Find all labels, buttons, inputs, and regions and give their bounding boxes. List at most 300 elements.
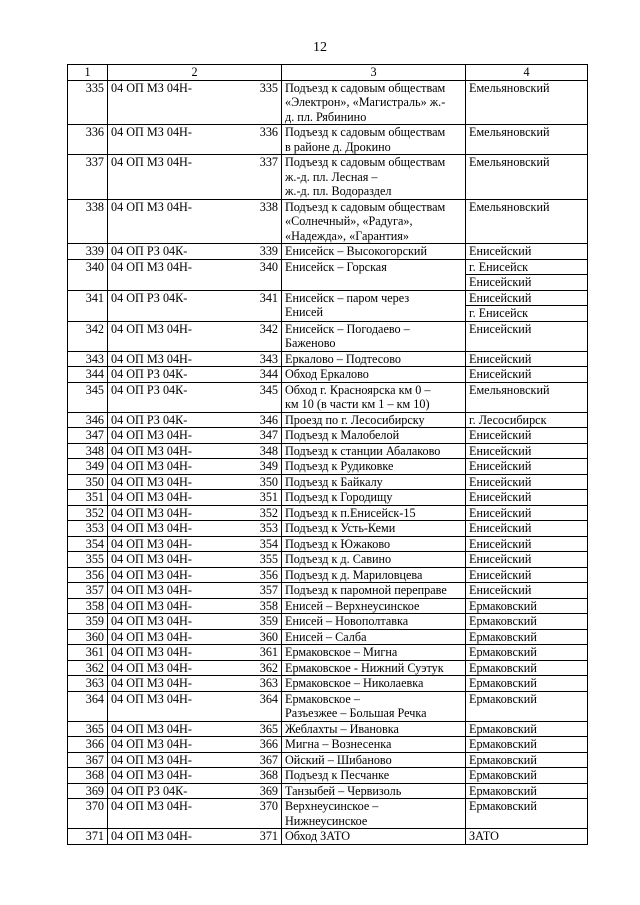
road-name bbox=[282, 155, 466, 200]
road-seq: 370 bbox=[242, 799, 282, 829]
road-code: 04 ОП МЗ 04Н- bbox=[108, 259, 242, 290]
road-seq: 343 bbox=[242, 351, 282, 367]
road-name-line: Подъезд к д. Савино bbox=[285, 552, 392, 566]
road-code: 04 ОП МЗ 04Н- bbox=[108, 629, 242, 645]
header-col-4: 4 bbox=[466, 65, 588, 81]
district-name: Енисейский bbox=[469, 552, 532, 566]
road-code: 04 ОП МЗ 04Н- bbox=[108, 199, 242, 244]
road-name-line: Подъезд к Городищу bbox=[285, 490, 393, 504]
district bbox=[466, 155, 588, 200]
road-name bbox=[282, 583, 466, 599]
table-row bbox=[68, 737, 588, 753]
district-name: Енисейский bbox=[466, 274, 587, 290]
district bbox=[466, 829, 588, 845]
district bbox=[466, 259, 588, 290]
district bbox=[466, 367, 588, 383]
road-seq: 369 bbox=[242, 783, 282, 799]
road-seq: 371 bbox=[242, 829, 282, 845]
road-name-line: Подъезд к паромной переправе bbox=[285, 583, 447, 597]
road-code: 04 ОП МЗ 04Н- bbox=[108, 660, 242, 676]
table-row bbox=[68, 752, 588, 768]
road-seq: 341 bbox=[242, 290, 282, 321]
district-name: Енисейский bbox=[469, 290, 532, 305]
road-name-line: в районе д. Дрокино bbox=[285, 139, 391, 154]
district-name: Ермаковский bbox=[469, 645, 537, 659]
road-name-line: Разъезжее – Большая Речка bbox=[285, 706, 427, 720]
district-name: Енисейский bbox=[469, 321, 532, 336]
road-name-line: Енисей – Салба bbox=[285, 629, 367, 644]
district bbox=[466, 428, 588, 444]
road-name-line: Подъезд к д. Мариловцева bbox=[285, 567, 423, 582]
road-name-line: Подъезд к Рудиковке bbox=[285, 459, 394, 473]
district-name: Енисейский bbox=[469, 428, 532, 442]
table-row bbox=[68, 721, 588, 737]
road-name bbox=[282, 244, 466, 260]
row-number: 347 bbox=[68, 428, 108, 444]
road-name bbox=[282, 752, 466, 768]
road-seq: 342 bbox=[242, 321, 282, 351]
road-seq: 366 bbox=[242, 737, 282, 753]
district bbox=[466, 629, 588, 645]
row-number: 355 bbox=[68, 552, 108, 568]
row-number: 351 bbox=[68, 490, 108, 506]
road-name bbox=[282, 490, 466, 506]
road-name bbox=[282, 660, 466, 676]
road-seq: 358 bbox=[242, 598, 282, 614]
road-name bbox=[282, 676, 466, 692]
road-name bbox=[282, 474, 466, 490]
row-number: 369 bbox=[68, 783, 108, 799]
road-name-line: Нижнеусинское bbox=[285, 813, 368, 828]
row-number: 357 bbox=[68, 583, 108, 599]
table-row bbox=[68, 829, 588, 845]
road-name bbox=[282, 614, 466, 630]
road-name-line: Подъезд к садовым обществам bbox=[285, 199, 446, 214]
table-row bbox=[68, 459, 588, 475]
district bbox=[466, 474, 588, 490]
row-number: 344 bbox=[68, 367, 108, 383]
road-name bbox=[282, 290, 466, 321]
road-code: 04 ОП МЗ 04Н- bbox=[108, 505, 242, 521]
district bbox=[466, 737, 588, 753]
row-number: 336 bbox=[68, 125, 108, 155]
district-name: Енисейский bbox=[469, 583, 532, 597]
table-row bbox=[68, 552, 588, 568]
table-row bbox=[68, 691, 588, 721]
district-name: ЗАТО bbox=[469, 829, 499, 843]
row-number: 350 bbox=[68, 474, 108, 490]
road-code: 04 ОП МЗ 04Н- bbox=[108, 676, 242, 692]
district bbox=[466, 199, 588, 244]
road-name bbox=[282, 428, 466, 444]
road-code: 04 ОП МЗ 04Н- bbox=[108, 614, 242, 630]
row-number: 364 bbox=[68, 691, 108, 721]
road-name-line: Мигна – Вознесенка bbox=[285, 737, 392, 751]
row-number: 348 bbox=[68, 443, 108, 459]
road-name bbox=[282, 645, 466, 661]
road-code: 04 ОП МЗ 04Н- bbox=[108, 428, 242, 444]
row-number: 371 bbox=[68, 829, 108, 845]
district-name: Ермаковский bbox=[469, 660, 537, 675]
road-seq: 335 bbox=[242, 80, 282, 125]
district-name: Ермаковский bbox=[469, 768, 537, 782]
row-number: 349 bbox=[68, 459, 108, 475]
road-code: 04 ОП РЗ 04К- bbox=[108, 783, 242, 799]
table-row bbox=[68, 428, 588, 444]
road-code: 04 ОП МЗ 04Н- bbox=[108, 80, 242, 125]
road-name-line: Енисейск – Высокогорский bbox=[285, 244, 427, 258]
road-name bbox=[282, 567, 466, 583]
table-row bbox=[68, 367, 588, 383]
road-code: 04 ОП РЗ 04К- bbox=[108, 290, 242, 321]
road-seq: 352 bbox=[242, 505, 282, 521]
district-name: Ермаковский bbox=[469, 614, 537, 628]
district bbox=[466, 645, 588, 661]
row-number: 346 bbox=[68, 412, 108, 428]
district-name: г. Енисейск bbox=[466, 305, 587, 321]
district bbox=[466, 443, 588, 459]
road-seq: 360 bbox=[242, 629, 282, 645]
road-seq: 336 bbox=[242, 125, 282, 155]
road-code: 04 ОП МЗ 04Н- bbox=[108, 351, 242, 367]
table-row bbox=[68, 125, 588, 155]
row-number: 359 bbox=[68, 614, 108, 630]
road-name-line: «Электрон», «Магистраль» ж.- bbox=[285, 95, 446, 109]
district bbox=[466, 80, 588, 125]
road-name-line: Енисей bbox=[285, 305, 323, 319]
district bbox=[466, 676, 588, 692]
road-name-line: Подъезд к садовым обществам bbox=[285, 80, 446, 95]
district-name: г. Лесосибирск bbox=[469, 412, 547, 427]
road-name-line: Танзыбей – Червизоль bbox=[285, 783, 402, 798]
road-seq: 368 bbox=[242, 768, 282, 784]
road-seq: 365 bbox=[242, 721, 282, 737]
header-col-3: 3 bbox=[282, 65, 466, 81]
district bbox=[466, 490, 588, 506]
road-code: 04 ОП МЗ 04Н- bbox=[108, 490, 242, 506]
row-number: 358 bbox=[68, 598, 108, 614]
table-row bbox=[68, 412, 588, 428]
district-name: Енисейский bbox=[469, 505, 532, 520]
district bbox=[466, 321, 588, 351]
road-name bbox=[282, 125, 466, 155]
district bbox=[466, 614, 588, 630]
road-seq: 351 bbox=[242, 490, 282, 506]
road-seq: 357 bbox=[242, 583, 282, 599]
road-name bbox=[282, 552, 466, 568]
header-col-1: 1 bbox=[68, 65, 108, 81]
road-name-line: Подъезд к садовым обществам bbox=[285, 125, 446, 139]
road-name bbox=[282, 459, 466, 475]
district bbox=[466, 521, 588, 537]
road-name bbox=[282, 382, 466, 412]
district-name: Енисейский bbox=[469, 459, 532, 473]
district-name: г. Енисейск bbox=[469, 259, 529, 274]
district-name: Емельяновский bbox=[469, 199, 550, 214]
road-code: 04 ОП МЗ 04Н- bbox=[108, 598, 242, 614]
table-row bbox=[68, 783, 588, 799]
district bbox=[466, 660, 588, 676]
road-name-line: Подъезд к Усть-Кеми bbox=[285, 521, 396, 535]
road-name-line: Ойский – Шибаново bbox=[285, 752, 392, 767]
table-row bbox=[68, 351, 588, 367]
table-row bbox=[68, 645, 588, 661]
district bbox=[466, 768, 588, 784]
row-number: 362 bbox=[68, 660, 108, 676]
road-code: 04 ОП МЗ 04Н- bbox=[108, 443, 242, 459]
road-name bbox=[282, 768, 466, 784]
district bbox=[466, 244, 588, 260]
district-name: Енисейский bbox=[469, 536, 532, 551]
road-seq: 355 bbox=[242, 552, 282, 568]
table-row bbox=[68, 536, 588, 552]
district-name: Енисейский bbox=[469, 351, 532, 366]
district-name: Емельяновский bbox=[469, 155, 550, 169]
table-row bbox=[68, 598, 588, 614]
table-row bbox=[68, 799, 588, 829]
table-row bbox=[68, 676, 588, 692]
road-seq: 340 bbox=[242, 259, 282, 290]
road-seq: 354 bbox=[242, 536, 282, 552]
road-name-line: Подъезд к Южаково bbox=[285, 536, 391, 551]
district bbox=[466, 290, 588, 321]
roads-table bbox=[67, 64, 588, 845]
road-name-line: Енисей – Верхнеусинское bbox=[285, 598, 420, 613]
district-name: Енисейский bbox=[469, 521, 532, 535]
road-code: 04 ОП МЗ 04Н- bbox=[108, 459, 242, 475]
district-name: Енисейский bbox=[469, 474, 532, 489]
district-name: Емельяновский bbox=[469, 125, 550, 139]
road-name-line: Обход Еркалово bbox=[285, 367, 369, 381]
table-row bbox=[68, 244, 588, 260]
row-number: 361 bbox=[68, 645, 108, 661]
road-code: 04 ОП РЗ 04К- bbox=[108, 412, 242, 428]
row-number: 365 bbox=[68, 721, 108, 737]
road-name bbox=[282, 737, 466, 753]
road-name bbox=[282, 799, 466, 829]
road-seq: 346 bbox=[242, 412, 282, 428]
row-number: 366 bbox=[68, 737, 108, 753]
road-name-line: Обход г. Красноярска км 0 – bbox=[285, 382, 431, 397]
road-name-line: «Надежда», «Гарантия» bbox=[285, 228, 409, 243]
district bbox=[466, 536, 588, 552]
road-seq: 359 bbox=[242, 614, 282, 630]
district-name: Ермаковский bbox=[469, 691, 537, 706]
road-name bbox=[282, 443, 466, 459]
road-name bbox=[282, 505, 466, 521]
road-name-line: Енисей – Новополтавка bbox=[285, 614, 409, 628]
road-name bbox=[282, 629, 466, 645]
road-code: 04 ОП МЗ 04Н- bbox=[108, 567, 242, 583]
road-name-line: Подъезд к п.Енисейск-15 bbox=[285, 505, 416, 520]
district bbox=[466, 583, 588, 599]
road-name-line: Жеблахты – Ивановка bbox=[285, 721, 399, 736]
district-name: Ермаковский bbox=[469, 799, 537, 813]
road-code: 04 ОП МЗ 04Н- bbox=[108, 125, 242, 155]
row-number: 341 bbox=[68, 290, 108, 321]
road-code: 04 ОП МЗ 04Н- bbox=[108, 752, 242, 768]
row-number: 342 bbox=[68, 321, 108, 351]
road-code: 04 ОП МЗ 04Н- bbox=[108, 799, 242, 829]
row-number: 343 bbox=[68, 351, 108, 367]
district-name: Ермаковский bbox=[469, 783, 537, 798]
district bbox=[466, 752, 588, 768]
district bbox=[466, 351, 588, 367]
road-seq: 337 bbox=[242, 155, 282, 200]
table-row bbox=[68, 629, 588, 645]
district-name: Ермаковский bbox=[469, 629, 537, 644]
table-row bbox=[68, 80, 588, 125]
district-name: Емельяновский bbox=[469, 382, 550, 397]
district-name: Енисейский bbox=[469, 567, 532, 582]
road-code: 04 ОП МЗ 04Н- bbox=[108, 155, 242, 200]
row-number: 345 bbox=[68, 382, 108, 412]
table-row bbox=[68, 474, 588, 490]
district-name: Ермаковский bbox=[469, 752, 537, 767]
road-code: 04 ОП РЗ 04К- bbox=[108, 244, 242, 260]
district-name: Емельяновский bbox=[469, 80, 550, 95]
road-seq: 347 bbox=[242, 428, 282, 444]
road-name bbox=[282, 321, 466, 351]
district-name: Енисейский bbox=[469, 490, 532, 504]
row-number: 370 bbox=[68, 799, 108, 829]
road-name-line: Ермаковское – Николаевка bbox=[285, 676, 424, 690]
row-number: 363 bbox=[68, 676, 108, 692]
row-number: 335 bbox=[68, 80, 108, 125]
road-seq: 362 bbox=[242, 660, 282, 676]
road-name-line: Подъезд к Песчанке bbox=[285, 768, 390, 782]
table-row bbox=[68, 490, 588, 506]
road-name-line: Подъезд к Малобелой bbox=[285, 428, 400, 442]
road-code: 04 ОП МЗ 04Н- bbox=[108, 521, 242, 537]
road-seq: 361 bbox=[242, 645, 282, 661]
road-seq: 345 bbox=[242, 382, 282, 412]
table-row bbox=[68, 290, 588, 321]
road-name-line: Баженово bbox=[285, 336, 336, 350]
table-row bbox=[68, 660, 588, 676]
road-seq: 350 bbox=[242, 474, 282, 490]
road-code: 04 ОП МЗ 04Н- bbox=[108, 721, 242, 737]
district bbox=[466, 505, 588, 521]
road-name bbox=[282, 536, 466, 552]
district bbox=[466, 382, 588, 412]
row-number: 368 bbox=[68, 768, 108, 784]
table-row bbox=[68, 567, 588, 583]
road-name bbox=[282, 691, 466, 721]
road-code: 04 ОП МЗ 04Н- bbox=[108, 691, 242, 721]
road-name-line: ж.-д. пл. Водораздел bbox=[285, 184, 392, 198]
table-row bbox=[68, 505, 588, 521]
row-number: 353 bbox=[68, 521, 108, 537]
district bbox=[466, 799, 588, 829]
road-code: 04 ОП РЗ 04К- bbox=[108, 382, 242, 412]
table-row bbox=[68, 768, 588, 784]
road-seq: 356 bbox=[242, 567, 282, 583]
road-name bbox=[282, 521, 466, 537]
header-row bbox=[68, 65, 588, 81]
table-row bbox=[68, 583, 588, 599]
road-name bbox=[282, 199, 466, 244]
table-row bbox=[68, 614, 588, 630]
road-seq: 338 bbox=[242, 199, 282, 244]
road-name-line: Енисейск – паром через bbox=[285, 290, 410, 305]
road-code: 04 ОП МЗ 04Н- bbox=[108, 737, 242, 753]
road-seq: 349 bbox=[242, 459, 282, 475]
road-code: 04 ОП МЗ 04Н- bbox=[108, 829, 242, 845]
row-number: 352 bbox=[68, 505, 108, 521]
road-name-line: ж.-д. пл. Лесная – bbox=[285, 169, 378, 184]
row-number: 340 bbox=[68, 259, 108, 290]
road-name-line: Еркалово – Подтесово bbox=[285, 351, 401, 366]
table-row bbox=[68, 155, 588, 200]
district bbox=[466, 552, 588, 568]
road-name-line: км 10 (в части км 1 – км 10) bbox=[285, 397, 430, 411]
road-code: 04 ОП МЗ 04Н- bbox=[108, 768, 242, 784]
row-number: 337 bbox=[68, 155, 108, 200]
page-number: 12 bbox=[313, 40, 327, 55]
road-code: 04 ОП МЗ 04Н- bbox=[108, 583, 242, 599]
road-name-line: д. пл. Рябинино bbox=[285, 109, 367, 124]
table-row bbox=[68, 382, 588, 412]
road-code: 04 ОП МЗ 04Н- bbox=[108, 645, 242, 661]
row-number: 339 bbox=[68, 244, 108, 260]
road-name-line: Верхнеусинское – bbox=[285, 799, 379, 813]
road-code: 04 ОП МЗ 04Н- bbox=[108, 536, 242, 552]
road-name bbox=[282, 80, 466, 125]
road-name bbox=[282, 259, 466, 290]
road-name-line: Енисейск – Горская bbox=[285, 259, 387, 274]
district-name: Ермаковский bbox=[469, 721, 537, 736]
row-number: 354 bbox=[68, 536, 108, 552]
road-name-line: Подъезд к станции Абалаково bbox=[285, 443, 441, 458]
road-name bbox=[282, 367, 466, 383]
road-name bbox=[282, 351, 466, 367]
road-name-line: Ермаковское – Мигна bbox=[285, 645, 398, 659]
road-code: 04 ОП МЗ 04Н- bbox=[108, 474, 242, 490]
row-number: 356 bbox=[68, 567, 108, 583]
road-name bbox=[282, 829, 466, 845]
district-name: Ермаковский bbox=[469, 737, 537, 751]
road-name bbox=[282, 412, 466, 428]
district-name: Енисейский bbox=[469, 443, 532, 458]
district-name: Енисейский bbox=[469, 244, 532, 258]
district bbox=[466, 412, 588, 428]
road-seq: 344 bbox=[242, 367, 282, 383]
road-code: 04 ОП МЗ 04Н- bbox=[108, 321, 242, 351]
road-name bbox=[282, 721, 466, 737]
road-seq: 348 bbox=[242, 443, 282, 459]
road-name-line: Ермаковское - Нижний Суэтук bbox=[285, 660, 444, 675]
road-seq: 364 bbox=[242, 691, 282, 721]
district bbox=[466, 783, 588, 799]
road-code: 04 ОП МЗ 04Н- bbox=[108, 552, 242, 568]
district bbox=[466, 598, 588, 614]
road-seq: 367 bbox=[242, 752, 282, 768]
table-row bbox=[68, 259, 588, 290]
district-name: Ермаковский bbox=[469, 676, 537, 690]
road-name-line: Подъезд к Байкалу bbox=[285, 474, 383, 489]
road-code: 04 ОП РЗ 04К- bbox=[108, 367, 242, 383]
district-name: Енисейский bbox=[469, 367, 532, 381]
row-number: 338 bbox=[68, 199, 108, 244]
table-row bbox=[68, 199, 588, 244]
road-name bbox=[282, 783, 466, 799]
road-name-line: Ермаковское – bbox=[285, 691, 360, 706]
road-name-line: Проезд по г. Лесосибирску bbox=[285, 412, 425, 427]
table-row bbox=[68, 443, 588, 459]
district bbox=[466, 125, 588, 155]
road-name bbox=[282, 598, 466, 614]
